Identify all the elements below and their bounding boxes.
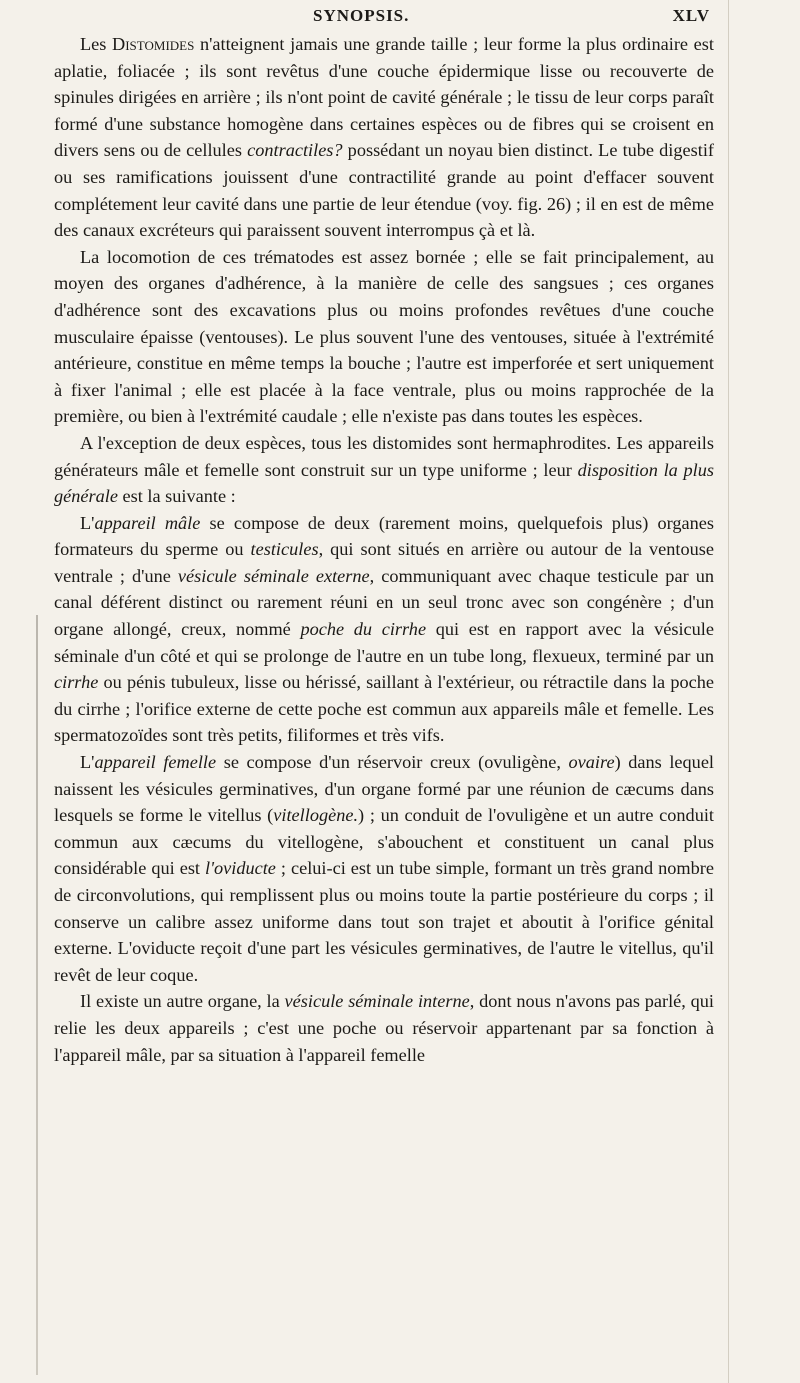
italic-term: l'oviducte xyxy=(205,858,276,879)
italic-term: cirrhe xyxy=(54,672,99,693)
italic-term: ovaire xyxy=(568,752,615,773)
italic-term: vitellogène. xyxy=(273,805,359,826)
paragraph-distomides: Les Distomides n'atteignent jamais une grande taille ; leur forme la plus ordinaire est aplatie, foliacée ; ils sont revêtus d'une couche épidermique lisse ou recouverte de spinules dirigées en arrière ; ils n'ont point de cavité générale ; le tissu de leur corps paraît formé d'une substance homogène dans certaines espèces ou de fibres qui se croisent en divers sens ou de cellules contractiles? possédant un noyau bien distinct. Le tube digestif ou ses ramifications jouissent d'une contractilité grande au point d'effacer souvent complétement leur cavité dans une partie de leur étendue (voy. fig. 26) ; il en est de même des canaux excréteurs qui paraissent souvent interrompus çà et là. xyxy=(54,34,714,241)
small-caps-term: Distomides xyxy=(112,34,195,54)
italic-term: poche du cirrhe xyxy=(300,619,427,640)
paragraph-hermaphrodites: A l'exception de deux espèces, tous les distomides sont hermaphrodites. Les appareils générateurs mâle et femelle sont construit sur un type uniforme ; leur disposition la plus générale est la suivante : xyxy=(54,432,714,507)
italic-term: testicules xyxy=(250,539,319,560)
paragraph-appareil-femelle: L'appareil femelle se compose d'un réservoir creux (ovuligène, ovaire) dans lequel naissent les vésicules germinatives, d'un organe formé par une réunion de cæcums dans lesquels se forme le vitellus (vitellogène.) ; un conduit de l'ovuligène et un autre conduit commun aux cæcums du vitellogène, s'abouchent et constituent un canal plus considérable qui est l'oviducte ; celui-ci est un tube simple, formant un très grand nombre de circonvolutions, qui remplissent plus ou moins toute la partie postérieure du corps ; il conserve un calibre assez uniforme dans tout son trajet et aboutit à l'orifice génital externe. L'oviducte reçoit d'une part les vésicules germinatives, de l'autre le vitellus, qu'il revêt de leur coque. xyxy=(54,752,715,985)
italic-term: appareil femelle xyxy=(94,752,217,773)
italic-term: vésicule séminale interne xyxy=(284,991,470,1012)
italic-term: contractiles? xyxy=(247,140,343,161)
page-edge xyxy=(728,0,729,1383)
italic-term: appareil mâle xyxy=(94,512,201,533)
italic-term: vésicule séminale externe xyxy=(177,565,370,586)
body-text xyxy=(54,31,714,1068)
paragraph-appareil-male: L'appareil mâle se compose de deux (rarement moins, quelquefois plus) organes formateurs du sperme ou testicules, qui sont situés en arrière ou autour de la ventouse ventrale ; d'une vésicule séminale externe, communiquant avec chaque testicule par un canal déférent distinct ou rarement réuni en un seul tronc avec son congénère ; d'un organe allongé, creux, nommé poche du cirrhe qui est en rapport avec la vésicule séminale d'un côté et qui se prolonge de l'autre en un tube long, flexueux, terminé par un cirrhe ou pénis tubuleux, lisse ou hérissé, saillant à l'extérieur, ou rétractile dans la poche du cirrhe ; l'orifice externe de cette poche est commun aux appareils mâle et femelle. Les spermatozoïdes sont très petits, filiformes et très vifs. xyxy=(54,512,714,746)
running-header xyxy=(180,6,710,34)
paragraph-vesicule-interne: Il existe un autre organe, la vésicule séminale interne, dont nous n'avons pas parlé, qui relie les deux appareils ; c'est une poche ou réservoir appartenant par sa fonction à l'appareil mâle, par sa situation à l'appareil femelle xyxy=(54,991,715,1065)
margin-mark xyxy=(36,615,38,1375)
italic-term: disposition la plus générale xyxy=(54,459,714,507)
page-number: XLV xyxy=(672,6,710,25)
running-title: SYNOPSIS. xyxy=(313,6,410,25)
paragraph-locomotion: La locomotion de ces trématodes est assez bornée ; elle se fait principalement, au moyen des organes d'adhérence, à la manière de celle des sangsues ; ces organes d'adhérence sont des excavations plus ou moins profondes revêtues d'une couche musculaire épaisse (ventouses). Le plus souvent l'une des ventouses, située à l'extrémité antérieure, constitue en même temps la bouche ; l'autre est imperforée et sert uniquement à fixer l'animal ; elle est placée à la face ventrale, plus ou moins rapprochée de la première, ou bien à l'extrémité caudale ; elle n'existe pas dans toutes les espèces. xyxy=(54,246,714,427)
